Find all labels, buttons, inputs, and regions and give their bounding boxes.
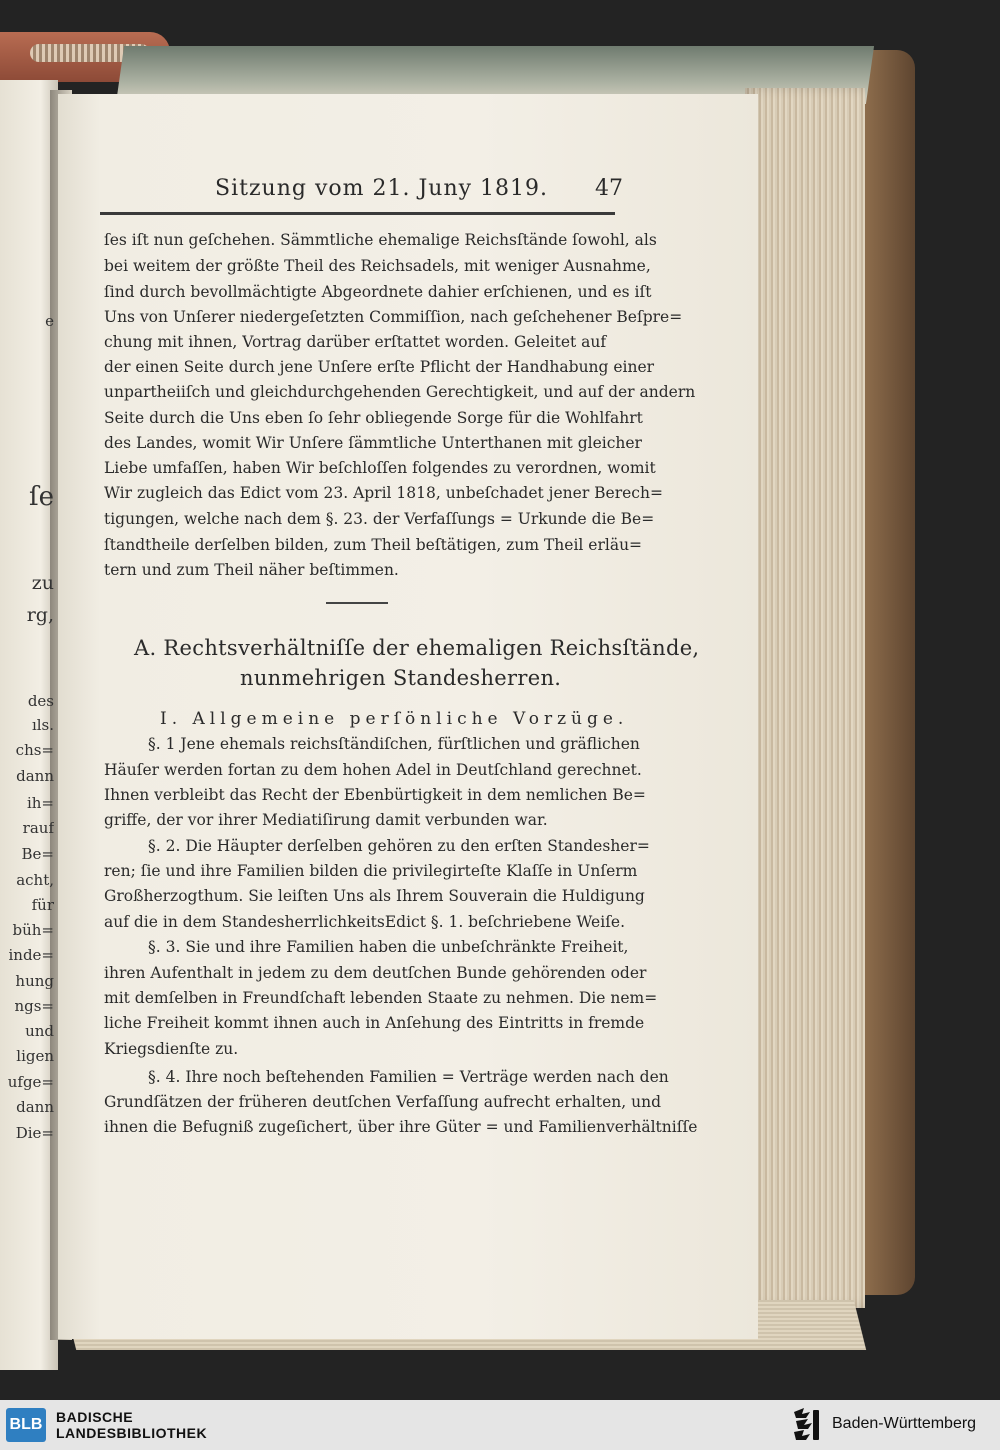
left-fragment: ıls. <box>31 716 54 734</box>
text-line: chung mit ihnen, Vortrag darüber erſtattet worden. Geleitet auf <box>104 333 607 351</box>
left-fragment: ih= <box>26 794 54 812</box>
page-number: 47 <box>595 176 623 201</box>
paragraph-line: Grundſätzen der früheren deutſchen Verfaſſung aufrecht erhalten, und <box>104 1093 662 1111</box>
left-fragment: des <box>27 692 54 710</box>
paragraph-line: §. 4. Ihre noch beſtehenden Familien = Verträge werden nach den <box>148 1068 669 1086</box>
subsection-heading: I. Allgemeine perſönliche Vorzüge. <box>160 709 629 729</box>
paragraph-line: Kriegsdienſte zu. <box>104 1040 239 1058</box>
header-rule <box>100 212 615 215</box>
paragraph-line: §. 3. Sie und ihre Familien haben die unbeſchränkte Freiheit, <box>148 938 629 956</box>
text-line: der einen Seite durch jene Unſere erſte Pflicht der Handhabung einer <box>104 358 655 376</box>
left-fragment: ligen <box>16 1047 54 1065</box>
text-line: tigungen, welche nach dem §. 23. der Verfaſſungs = Urkunde die Be= <box>104 510 655 528</box>
text-line: Uns von Unſerer niedergeſetzten Commiſſion, nach geſchehener Beſpre= <box>104 308 683 326</box>
left-fragment: inde= <box>8 946 54 964</box>
left-fragment: für <box>31 896 54 914</box>
paragraph-line: auf die in dem StandesherrlichkeitsEdict §. 1. beſchriebene Weiſe. <box>104 913 626 931</box>
left-fragment: und <box>25 1022 54 1040</box>
left-fragment: e <box>45 312 54 330</box>
paragraph-line: §. 1 Jene ehemals reichsſtändiſchen, fürſtlichen und gräflichen <box>148 735 640 753</box>
left-fragment: ngs= <box>14 997 54 1015</box>
left-fragment: ſe <box>28 482 54 512</box>
paragraph-line: ihren Aufenthalt in jedem zu dem deutſchen Bunde gehörenden oder <box>104 964 647 982</box>
paragraph-line: ihnen die Befugniß zugeſichert, über ihre Güter = und Familienverhältniſſe <box>104 1118 698 1136</box>
blb-logo[interactable]: BLB <box>6 1408 46 1442</box>
state-name[interactable]: Baden-Württemberg <box>832 1415 977 1432</box>
text-line: Liebe umfaſſen, haben Wir beſchloſſen folgendes zu verordnen, womit <box>104 459 656 477</box>
library-name-line1: BADISCHE <box>56 1409 134 1425</box>
paragraph-line: Ihnen verbleibt das Recht der Ebenbürtigkeit in dem nemlichen Be= <box>104 786 646 804</box>
left-fragment: dann <box>16 1098 54 1116</box>
left-fragment: ufge= <box>7 1073 54 1091</box>
left-fragment: rg, <box>26 604 54 626</box>
text-line: Wir zugleich das Edict vom 23. April 1818, unbeſchadet jener Berech= <box>104 484 663 502</box>
left-page-text <box>0 0 56 1400</box>
text-line: tern und zum Theil näher beſtimmen. <box>104 561 399 579</box>
left-fragment: chs= <box>15 741 54 759</box>
left-fragment: Be= <box>21 845 54 863</box>
section-heading-cont: nunmehrigen Standesherren. <box>240 666 562 690</box>
paragraph-line: §. 2. Die Häupter derſelben gehören zu den erſten Standesher= <box>148 837 650 855</box>
left-fragment: dann <box>16 767 54 785</box>
paragraph-line: Großherzogthum. Sie leiſten Uns als Ihrem Souverain die Huldigung <box>104 887 645 905</box>
paragraph-line: mit demſelben in Freundſchaft lebenden Staate zu nehmen. Die nem= <box>104 989 658 1007</box>
section-heading: A. Rechtsverhältniſſe der ehemaligen Reichsſtände, <box>134 636 700 660</box>
left-fragment: rauf <box>22 819 54 837</box>
text-line: ſes iſt nun geſchehen. Sämmtliche ehemalige Reichsſtände ſowohl, als <box>104 231 657 249</box>
left-fragment: Die= <box>15 1124 54 1142</box>
library-name-line2: LANDESBIBLIOTHEK <box>56 1425 208 1441</box>
left-fragment: acht, <box>16 871 54 889</box>
viewer-footer <box>0 1400 1000 1450</box>
paragraph-line: liche Freiheit kommt ihnen auch in Anſehung des Eintritts in fremde <box>104 1014 645 1032</box>
text-line: unpartheiiſch und gleichdurchgehenden Gerechtigkeit, und auf der andern <box>104 383 696 401</box>
left-fragment: hung <box>15 972 54 990</box>
text-line: Seite durch die Uns eben ſo ſehr obliegende Sorge für die Wohlfahrt <box>104 409 643 427</box>
running-header: Sitzung vom 21. Juny 1819. <box>215 176 549 201</box>
text-line: ſtandtheile derſelben bilden, zum Theil beſtätigen, zum Theil erläu= <box>104 536 643 554</box>
left-fragment: büh= <box>12 921 54 939</box>
paragraph-line: griffe, der vor ihrer Mediatiſirung damit verbunden war. <box>104 811 548 829</box>
text-line: des Landes, womit Wir Unſere ſämmtliche Unterthanen mit gleicher <box>104 434 642 452</box>
section-divider <box>326 602 388 604</box>
page-fore-edge <box>745 88 865 1308</box>
text-line: bei weitem der größte Theil des Reichsadels, mit weniger Ausnahme, <box>104 257 651 275</box>
text-line: ſind durch bevollmächtigte Abgeordnete dahier erſchienen, und es iſt <box>104 283 652 301</box>
library-name[interactable] <box>56 1409 207 1441</box>
paragraph-line: ren; ſie und ihre Familien bilden die privilegirteſte Klaſſe in Unſerm <box>104 862 638 880</box>
left-fragment: zu <box>31 572 54 594</box>
baden-wuerttemberg-lions-icon[interactable] <box>790 1406 822 1444</box>
paragraph-line: Häuſer werden fortan zu dem hohen Adel in Deutſchland gerechnet. <box>104 761 642 779</box>
